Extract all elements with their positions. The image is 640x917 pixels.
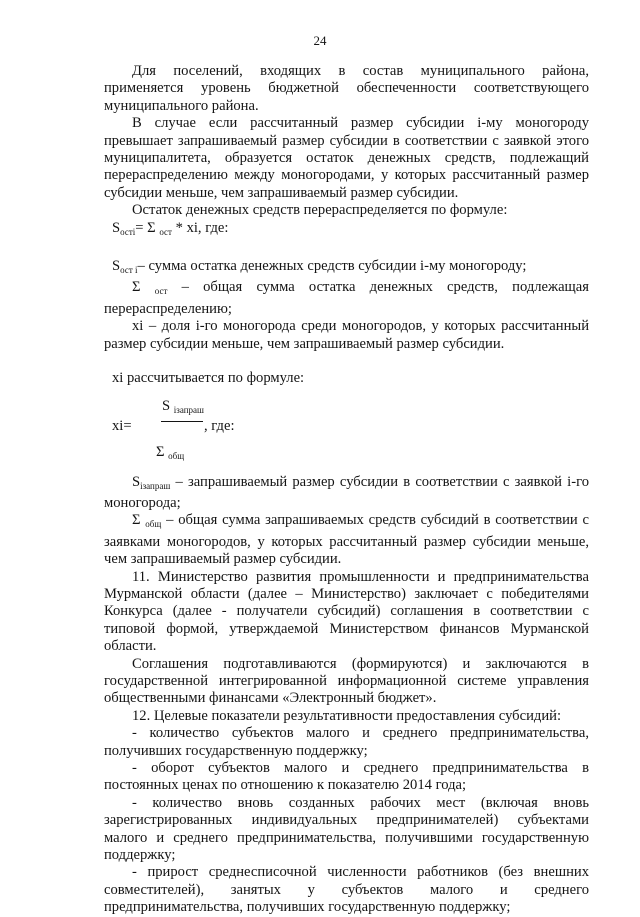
paragraph: В случае если рассчитанный размер субсидии i-му моногороду превышает запрашиваемый размер субсидии в соответствии с заявкой этого муниципалитета, образуется остаток денежных средств, подлежащий перераспределению между моногородами, у которых рассчитанный размер субсидии меньше, чем запрашиваемый размер субсидии. (104, 115, 589, 201)
definition (104, 258, 589, 279)
definition (104, 512, 589, 568)
definition: xi – доля i-го моногорода среди моногородов, у которых рассчитанный размер субсидии меньше, чем запрашиваемый размер субсидии. (104, 318, 589, 352)
paragraph: Соглашения подготавливаются (формируются) и заключаются в государственной интегрированной информационной системе управления общественными финансами «Электронный бюджет». (104, 655, 589, 707)
formula-symbol: Σ (132, 512, 141, 529)
paragraph: 11. Министерство развития промышленности и предпринимательства Мурманской области (далее – Министерство) заключает с победителями Конкурса (далее - получатели субсидий) соглашения в соответствии с типовой формой, утверждаемой Министерством финансов Мурманской области. (104, 568, 589, 655)
formula-subscript: общ (145, 519, 162, 530)
definition-text: – общая сумма запрашиваемых средств субсидий в соответствии с заявками моногородов, у которых рассчитанный размер субсидии меньше, чем запрашиваемый размер субсидии. (104, 512, 589, 568)
formula-subscript: iзапраш (140, 480, 171, 491)
definition (104, 474, 589, 513)
list-item: - количество субъектов малого и среднего предпринимательства, получивших государственную поддержку; (104, 725, 589, 759)
document-body (104, 63, 589, 917)
formula-subscript: ост (159, 226, 172, 237)
formula-symbol: = Σ (135, 219, 156, 236)
definition (104, 279, 589, 318)
definition-text: – общая сумма остатка денежных средств, подлежащая перераспределению; (104, 279, 589, 317)
formula-text: * xi, где: (175, 219, 229, 236)
formula-share (104, 394, 589, 464)
formula-subscript: ост (154, 286, 168, 297)
formula-subscript: остi (120, 226, 136, 237)
page-number: 24 (313, 33, 327, 48)
formula-lhs: xi= (112, 417, 132, 434)
definition-text: – запрашиваемый размер субсидии в соответствии с заявкой i-го моногорода; (104, 473, 589, 511)
formula-symbol: S (112, 258, 121, 275)
paragraph: Остаток денежных средств перераспределяется по формуле: (132, 202, 508, 219)
formula-remainder (104, 220, 589, 241)
formula-intro: xi рассчитывается по формуле: (112, 370, 305, 387)
formula-numerator: S $_{iзапраш}$ (162, 397, 204, 415)
section-heading: 12. Целевые показатели результативности предоставления субсидий: (132, 707, 561, 724)
list-item: - оборот субъектов малого и среднего предпринимательства в постоянных ценах по отношению к показателю 2014 года; (104, 760, 589, 794)
list-item: - количество вновь созданных рабочих мест (включая вновь зарегистрированных индивидуальных предпринимателей) субъектами малого и среднего предпринимательства, получившими государственную поддержку; (104, 794, 589, 864)
list-item: - прирост среднесписочной численности работников (без внешних совместителей), занятых у субъектов малого и среднего предпринимательства, получивших государственную поддержку; (104, 864, 589, 916)
formula-symbol: S (112, 219, 121, 236)
definition-text: – сумма остатка денежных средств субсидии i-му моногороду; (137, 258, 527, 275)
paragraph: Для поселений, входящих в состав муниципального района, применяется уровень бюджетной обеспеченности соответствующего муниципального района. (104, 63, 589, 114)
fraction-bar (161, 421, 203, 422)
formula-subscript: ост i (120, 265, 138, 276)
formula-symbol: Σ (132, 279, 141, 296)
formula-symbol: S (132, 473, 141, 490)
formula-denominator: Σ $_{общ}$ (156, 443, 185, 461)
formula-where: , где: (204, 417, 235, 434)
